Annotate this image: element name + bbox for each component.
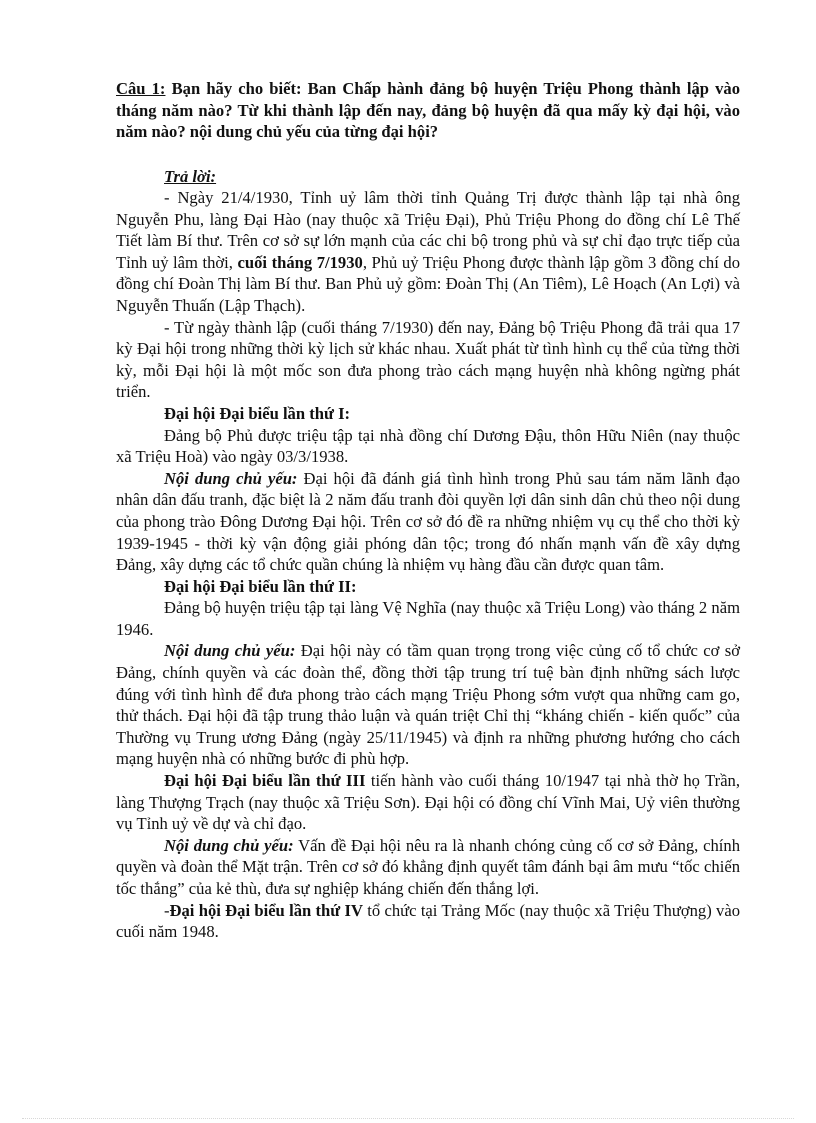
paragraph-congresses: - Từ ngày thành lập (cuối tháng 7/1930) đến nay, Đảng bộ Triệu Phong đã trải qua 17 kỳ Đại hội trong những thời kỳ lịch sử khác nhau. Xuất phát từ tình hình cụ thể của từng thời kỳ, mỗi Đại hội là một mốc son đưa phong trào cách mạng huyện nhà không ngừng phát triển. <box>116 317 740 402</box>
founding-text-b: , Phủ uỷ Triệu Phong được thành lập gồm 3 đồng chí do đồng chí Đoàn Thị làm Bí thư. Ban Phủ uỷ gồm: Đoàn Thị (An Tiêm), Lê Hoạch (An Lợi) và Nguyễn Thuấn (Lập Thạch). <box>116 252 740 315</box>
founding-text-a: - Ngày 21/4/1930, Tỉnh uỷ lâm thời tỉnh Quảng Trị được thành lập tại nhà ông Nguyễn Phu, làng Đại Hào (nay thuộc xã Triệu Đại), Phủ Triệu Phong do đồng chí Lê Thế Tiết làm Bí thư. Trên cơ sở sự lớn mạnh của các chi bộ trong phủ và sự chỉ đạo trực tiếp của Tỉnh uỷ lâm thời, <box>116 188 740 272</box>
answer-heading: Trả lời: <box>164 166 217 186</box>
congress-2-intro: Đảng bộ huyện triệu tập tại làng Vệ Nghĩa (nay thuộc xã Triệu Long) vào tháng 2 năm 1946. <box>116 598 740 639</box>
content-text: Vấn đề Đại hội nêu ra là nhanh chóng củng cố cơ sở Đảng, chính quyền và đoàn thể Mặt trận. Trên cơ sở đó khẳng định quyết tâm đánh bại âm mưu “tốc chiến tốc thắng” của kẻ thù, đưa sự nghiệp kháng chiến đến thắng lợi. <box>116 835 740 898</box>
congress-4-heading: Đại hội Đại biểu lần thứ IV <box>169 900 363 920</box>
congress-3-content <box>116 835 740 900</box>
page-border-dots <box>22 1118 794 1119</box>
question-text: Bạn hãy cho biết: Ban Chấp hành đảng bộ huyện Triệu Phong thành lập vào tháng năm nào? Từ khi thành lập đến nay, đảng bộ huyện đã qua mấy kỳ đại hội, vào năm nào? nội dung chủ yếu của từng đại hội? <box>116 79 741 141</box>
question-label: Câu 1: <box>116 79 166 98</box>
congress-1-content <box>116 468 740 576</box>
congress-3-text: tiến hành vào cuối tháng 10/1947 tại nhà thờ họ Trần, làng Thượng Trạch (nay thuộc xã Triệu Sơn). Đại hội có đồng chí Vĩnh Mai, Uỷ viên thường vụ Tỉnh uỷ về dự và chỉ đạo. <box>116 771 741 834</box>
document-page <box>116 78 740 943</box>
question <box>116 78 740 143</box>
congress-4-intro <box>116 900 740 943</box>
congress-1-intro: Đảng bộ Phủ được triệu tập tại nhà đồng chí Dương Đậu, thôn Hữu Niên (nay thuộc xã Triệu Hoà) vào ngày 03/3/1938. <box>116 425 740 467</box>
content-label: Nội dung chủ yếu: <box>164 641 296 661</box>
founding-date-bold: cuối tháng 7/1930 <box>237 252 363 272</box>
congress-4-text: tổ chức tại Trảng Mốc (nay thuộc xã Triệu Thượng) vào cuối năm 1948. <box>116 900 741 942</box>
paragraph-founding <box>116 187 740 317</box>
congress-2-heading: Đại hội Đại biểu lần thứ II: <box>164 576 357 596</box>
content-label: Nội dung chủ yếu: <box>164 468 298 488</box>
congress-1-heading: Đại hội Đại biểu lần thứ I: <box>164 403 351 423</box>
content-text: Đại hội này có tầm quan trọng trong việc củng cố tổ chức cơ sở Đảng, chính quyền và các đoàn thể, đồng thời tập trung trí tuệ bàn định những sách lược đúng với tình hình để đưa phong trào cách mạng Triệu Phong sớm vượt qua những cam go, thử thách. Đại hội đã tập trung thảo luận và quán triệt Chỉ thị “kháng chiến - kiến quốc” của Thường vụ Trung ương Đảng (ngày 25/11/1945) và định ra những phương hướng cho cách mạng huyện nhà có những bước đi phù hợp. <box>116 641 740 769</box>
congress-3-intro <box>116 770 740 835</box>
content-label: Nội dung chủ yếu: <box>164 835 294 855</box>
content-text: Đại hội đã đánh giá tình hình trong Phủ sau tám năm lãnh đạo nhân dân đấu tranh, đặc biệt là 2 năm đấu tranh đòi quyền lợi dân sinh dân chủ theo nội dung của phong trào Đông Dương Đại hội. Trên cơ sở đó đề ra những nhiệm vụ cụ thể cho thời kỳ 1939-1945 - thời kỳ vận động giải phóng dân tộc; trong đó nhấn mạnh vấn đề xây dựng Đảng, xây dựng các tổ chức quần chúng là nhiệm vụ hàng đầu cần được quan tâm. <box>116 468 740 575</box>
congress-3-heading: Đại hội Đại biểu lần thứ III <box>164 771 366 791</box>
dash-prefix: - <box>164 900 170 920</box>
congress-2-content <box>116 640 740 770</box>
